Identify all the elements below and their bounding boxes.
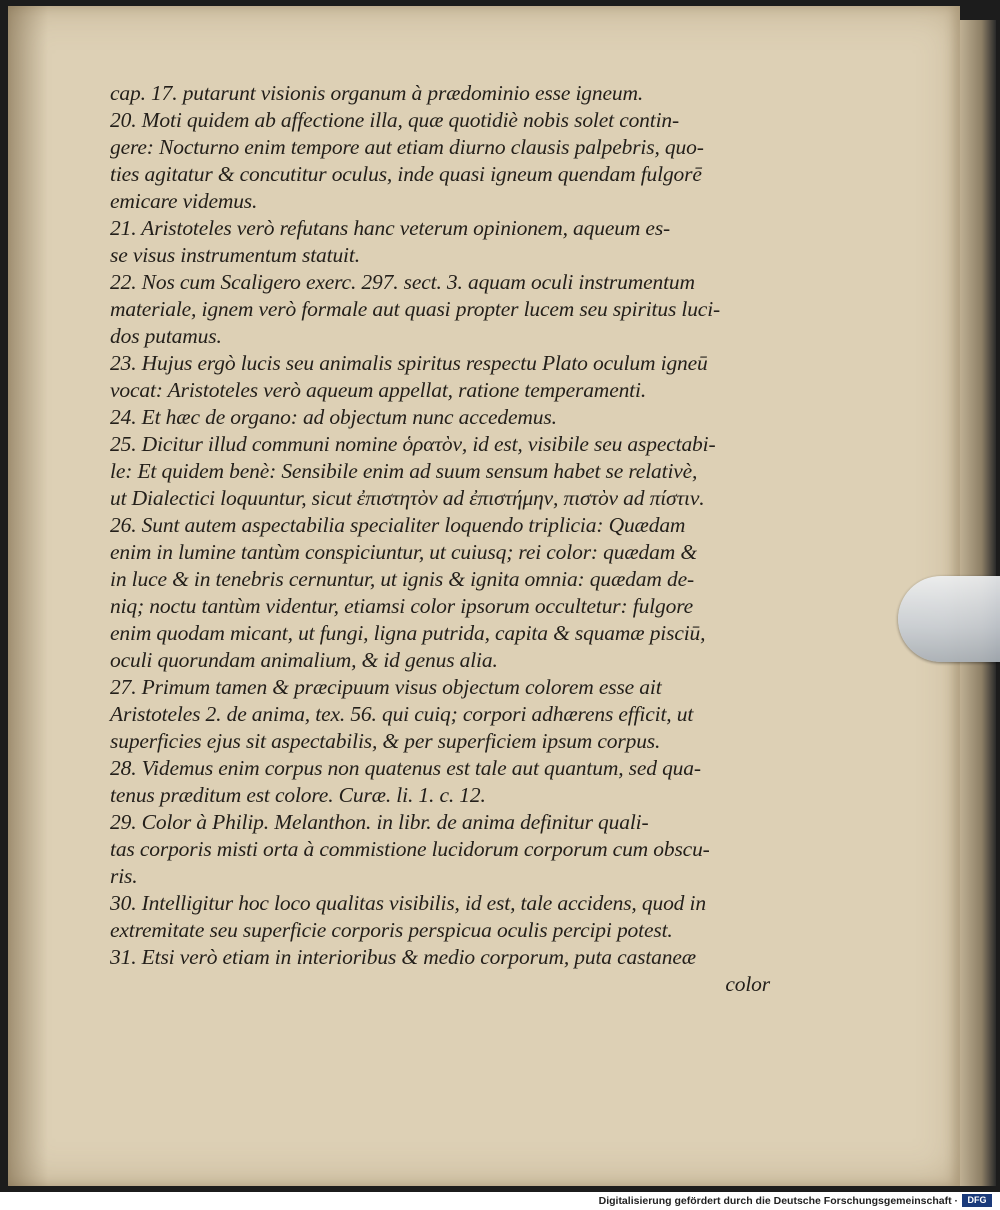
text-line: ris. [110,864,138,888]
text-line: 27. Primum tamen & præcipuum visus objectum colorem esse ait [110,675,662,699]
text-line: extremitate seu superficie corporis perspicua oculis percipi potest. [110,918,673,942]
text-line: superficies ejus sit aspectabilis, & per superficiem ipsum corpus. [110,729,661,753]
gutter-shadow [8,6,48,1186]
text-line: vocat: Aristoteles verò aqueum appellat, ratione temperamenti. [110,378,647,402]
text-line: enim in lumine tantùm conspiciuntur, ut cuiusq; rei color: quædam & [110,540,697,564]
funding-credit: Digitalisierung gefördert durch die Deutsche Forschungsgemeinschaft · [598,1195,958,1207]
text-line: ut Dialectici loquuntur, sicut ἐπιστητὸν ad ἐπιστήμην, πιστὸν ad πίστιν. [110,486,705,510]
footer-bar [0,1192,1000,1210]
dfg-logo-icon[interactable]: DFG [962,1194,992,1207]
page-text [110,80,770,998]
text-line: 31. Etsi verò etiam in interioribus & medio corporum, puta castaneæ [110,945,696,969]
text-line: 24. Et hæc de organo: ad objectum nunc accedemus. [110,405,557,429]
text-line: oculi quorundam animalium, & id genus alia. [110,648,498,672]
bookmark-clip [898,576,1000,662]
text-line: 26. Sunt autem aspectabilia specialiter loquendo triplicia: Quædam [110,513,686,537]
text-line: se visus instrumentum statuit. [110,243,360,267]
text-line: dos putamus. [110,324,222,348]
text-line: niq; noctu tantùm videntur, etiamsi color ipsorum occultetur: fulgore [110,594,694,618]
text-line: tenus præditum est colore. Curæ. li. 1. c. 12. [110,783,486,807]
catchword: color [725,972,770,996]
text-line: ties agitatur & concutitur oculus, inde quasi igneum quendam fulgorē [110,162,702,186]
text-line: gere: Nocturno enim tempore aut etiam diurno clausis palpebris, quo- [110,135,704,159]
text-line: Aristoteles 2. de anima, tex. 56. qui cuiq; corpori adhærens efficit, ut [110,702,694,726]
text-line: 21. Aristoteles verò refutans hanc veterum opinionem, aqueum es- [110,216,671,240]
text-line: emicare videmus. [110,189,258,213]
text-line: le: Et quidem benè: Sensibile enim ad suum sensum habet se relativè, [110,459,698,483]
text-line: tas corporis misti orta à commistione lucidorum corporum cum obscu- [110,837,710,861]
text-line: 22. Nos cum Scaligero exerc. 297. sect. 3. aquam oculi instrumentum [110,270,695,294]
text-line: 23. Hujus ergò lucis seu animalis spiritus respectu Plato oculum igneū [110,351,708,375]
text-line: materiale, ignem verò formale aut quasi propter lucem seu spiritus luci- [110,297,721,321]
text-line: enim quodam micant, ut fungi, ligna putrida, capita & squamæ pisciū, [110,621,706,645]
text-line: 29. Color à Philip. Melanthon. in libr. de anima definitur quali- [110,810,649,834]
text-line: 28. Videmus enim corpus non quatenus est tale aut quantum, sed qua- [110,756,701,780]
text-line: 25. Dicitur illud communi nomine ὁρατὸν, id est, visibile seu aspectabi- [110,432,716,456]
text-line: 30. Intelligitur hoc loco qualitas visibilis, id est, tale accidens, quod in [110,891,706,915]
text-line: cap. 17. putarunt visionis organum à prædominio esse igneum. [110,81,644,105]
text-line: in luce & in tenebris cernuntur, ut ignis & ignita omnia: quædam de- [110,567,694,591]
text-line: 20. Moti quidem ab affectione illa, quæ quotidiè nobis solet contin- [110,108,680,132]
